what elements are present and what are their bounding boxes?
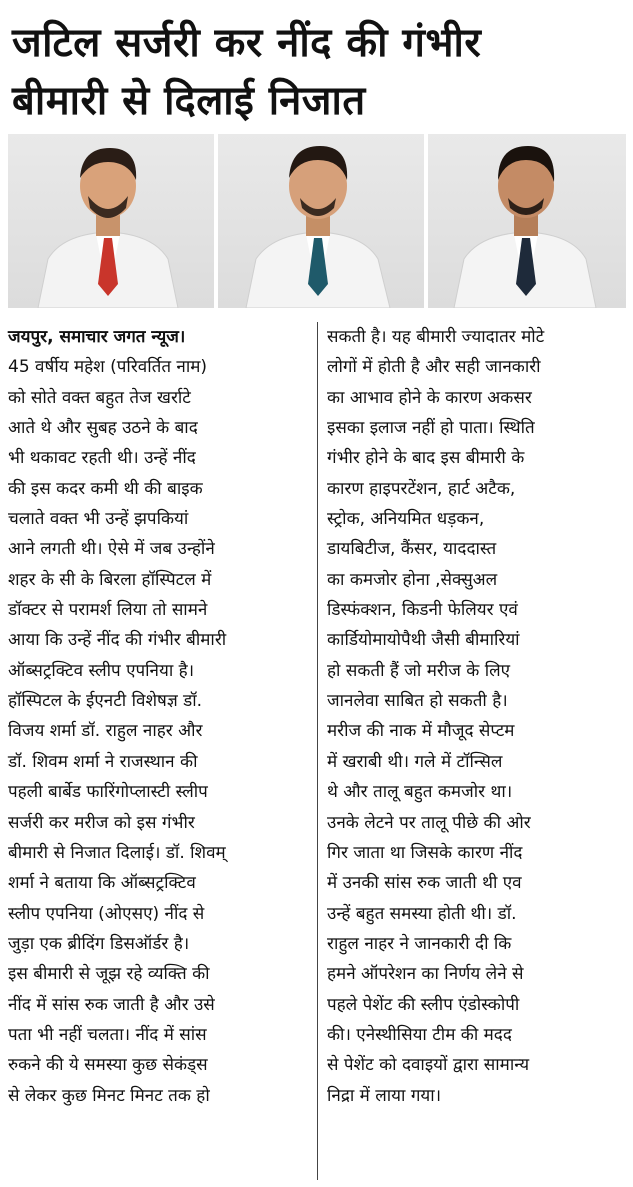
right-column-text-line: उन्हें बहुत समस्या होती थी। डॉ. [327, 903, 517, 924]
left-column-text-line: की इस कदर कमी थी की बाइक [8, 478, 203, 499]
right-column-text-line: हमने ऑपरेशन का निर्णय लेने से [327, 964, 524, 985]
headline [12, 14, 622, 130]
article-column-left [8, 322, 306, 1111]
right-column-text-line: जानलेवा साबित हो सकती है। [327, 691, 508, 712]
left-column-text-line: सर्जरी कर मरीज को इस गंभीर [8, 812, 195, 833]
left-column-text-line: शर्मा ने बताया कि ऑब्सट्रक्टिव [8, 873, 196, 894]
right-column-text-line: की। एनेस्थीसिया टीम की मदद [327, 1024, 512, 1045]
right-column-text-line: सकती है। यह बीमारी ज्यादातर मोटे [327, 327, 545, 347]
doctor-photo-1 [8, 134, 214, 308]
right-column-text-line: से पेशेंट को दवाइयों द्वारा सामान्य [327, 1055, 530, 1076]
right-column-text-line: लोगों में होती है और सही जानकारी [327, 357, 541, 378]
left-column-text-line: आते थे और सुबह उठने के बाद [8, 418, 198, 439]
doctor-photos [8, 134, 626, 308]
doctor-photo-3 [428, 134, 626, 308]
left-column-text-line: ऑब्सट्रक्टिव स्लीप एपनिया है। [8, 660, 195, 681]
left-column-text-line: रुकने की ये समस्या कुछ सेकंड्स [8, 1055, 208, 1076]
right-column-text-line: में खराबी थी। गले में टॉन्सिल [327, 751, 503, 772]
left-column-text-line: डॉक्टर से परामर्श लिया तो सामने [8, 600, 208, 621]
right-column-text-line: इसका इलाज नहीं हो पाता। स्थिति [327, 418, 535, 439]
headline-line-1: जटिल सर्जरी कर नींद की गंभीर [12, 20, 482, 66]
right-column-text-line: गिर जाता था जिसके कारण नींद [327, 842, 523, 863]
left-column-text-line: बीमारी से निजात दिलाई। डॉ. शिवम् [8, 842, 226, 863]
right-column-text-line: में उनकी सांस रुक जाती थी एव [327, 873, 522, 894]
left-column-text-line: आया कि उन्हें नींद की गंभीर बीमारी [8, 630, 227, 651]
left-column-text-line: पता भी नहीं चलता। नींद में सांस [8, 1024, 207, 1045]
headline-line-2: बीमारी से दिलाई निजात [12, 78, 366, 124]
left-column-text-line: विजय शर्मा डॉ. राहुल नाहर और [8, 721, 203, 742]
right-column-text-line: गंभीर होने के बाद इस बीमारी के [327, 448, 525, 469]
doctor-photo-2 [218, 134, 424, 308]
right-column-text-line: कारण हाइपरटेंशन, हार्ट अटैक, [327, 478, 516, 499]
column-divider [317, 322, 318, 1180]
right-column-text-line: राहुल नाहर ने जानकारी दी कि [327, 933, 512, 954]
right-column-text-line: डिस्फंक्शन, किडनी फेलियर एवं [327, 600, 518, 621]
left-column-text-line: शहर के सी के बिरला हॉस्पिटल में [8, 569, 212, 590]
dateline: जयपुर, समाचार जगत न्यूज। [8, 327, 186, 347]
right-column-text-line: कार्डियोमायोपैथी जैसी बीमारियां [327, 630, 520, 651]
right-column-text-line: का कमजोर होना ,सेक्सुअल [327, 569, 498, 590]
right-column-text-line: हो सकती हैं जो मरीज के लिए [327, 660, 511, 681]
left-column-text-line: से लेकर कुछ मिनट मिनट तक हो [8, 1085, 210, 1106]
left-column-text-line: आने लगती थी। ऐसे में जब उन्होंने [8, 539, 215, 560]
right-column-text-line: डायबिटीज, कैंसर, याददास्त [327, 539, 497, 560]
right-column-text-line: उनके लेटने पर तालू पीछे की ओर [327, 812, 531, 833]
right-column-text-line: स्ट्रोक, अनियमित धड़कन, [327, 509, 485, 530]
left-column-text-line: चलाते वक्त भी उन्हें झपकियां [8, 509, 189, 530]
left-column-text-line: नींद में सांस रुक जाती है और उसे [8, 994, 215, 1015]
right-column-text-line: का आभाव होने के कारण अकसर [327, 387, 532, 408]
right-column-text-line: मरीज की नाक में मौजूद सेप्टम [327, 721, 515, 742]
left-column-text-line: डॉ. शिवम शर्मा ने राजस्थान की [8, 751, 198, 772]
left-column-text-line: को सोते वक्त बहुत तेज खर्राटे [8, 387, 191, 408]
right-column-text-line: पहले पेशेंट की स्लीप एंडोस्कोपी [327, 994, 520, 1015]
right-column-text-line: निद्रा में लाया गया। [327, 1085, 442, 1106]
left-column-text-line: 45 वर्षीय महेश (परिवर्तित नाम) [8, 357, 208, 378]
right-column-text-line: थे और तालू बहुत कमजोर था। [327, 782, 513, 803]
left-column-text-line: पहली बार्बेड फारिंगोप्लास्टी स्लीप [8, 782, 208, 803]
left-column-text-line: भी थकावट रहती थी। उन्हें नींद [8, 448, 196, 469]
left-column-text-line: स्लीप एपनिया (ओएसए) नींद से [8, 903, 205, 924]
article-column-right [327, 322, 625, 1111]
left-column-text-line: हॉस्पिटल के ईएनटी विशेषज्ञ डॉ. [8, 691, 203, 712]
left-column-text-line: इस बीमारी से जूझ रहे व्यक्ति की [8, 964, 210, 985]
left-column-text-line: जुड़ा एक ब्रीदिंग डिसऑर्डर है। [8, 933, 190, 954]
